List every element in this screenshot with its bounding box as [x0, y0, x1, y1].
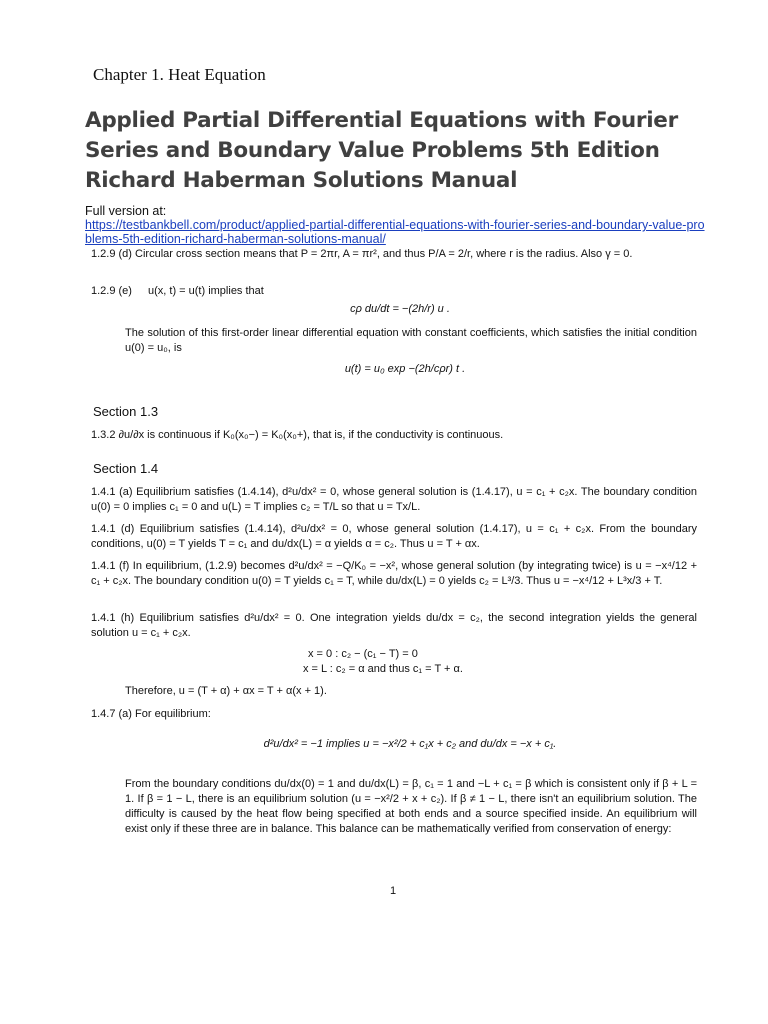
problem-1-4-1-d: 1.4.1 (d) Equilibrium satisfies (1.4.14), d²u/dx² = 0, whose general solution (1.4.17), u = c₁ + c₂x. From the boundary conditions, u(0) = T yields T = c₁ and du/dx(L) = α yields α = c₂. Thus u = T + αx. [91, 523, 697, 550]
equation-exp-solution: u(t) = u₀ exp −(2h/cρr) t . [344, 363, 466, 375]
page-number: 1 [390, 885, 397, 897]
equation-bc-xL: x = L : c₂ = α and thus c₁ = T + α. [303, 663, 463, 675]
document-title: Applied Partial Differential Equations with Fourier Series and Boundary Value Problems 5th Edition Richard Haberman Solutions Manual [85, 108, 678, 193]
chapter-heading: Chapter 1. Heat Equation [93, 65, 266, 84]
problem-1-3-2: 1.3.2 ∂u/∂x is continuous if K₀(x₀−) = K₀(x₀+), that is, if the conductivity is continuous. [91, 429, 504, 441]
problem-1-4-7-a-text: From the boundary conditions du/dx(0) = 1 and du/dx(L) = β, c₁ = 1 and −L + c₁ = β which is consistent only if β + L = 1. If β = 1 − L, there is an equilibrium solution (u = −x²/2 + x + c₂). If β ≠ 1 − L, there isn't an equilibrium solution. The difficulty is caused by the heat flow being specified at both ends and a source specified inside. An equilibrium will exist only if these three are in balance. This balance can be mathematically verified from conservation of energy: [125, 778, 697, 835]
full-version-label: Full version at: [85, 204, 167, 218]
problem-1-2-9-e-label: 1.2.9 (e) [91, 285, 132, 297]
problem-1-4-1-h: 1.4.1 (h) Equilibrium satisfies d²u/dx² = 0. One integration yields du/dx = c₂, the second integration yields the general solution u = c₁ + c₂x. [91, 612, 697, 639]
section-1-4-heading: Section 1.4 [93, 461, 159, 476]
equation-bc-x0: x = 0 : c₂ − (c₁ − T) = 0 [308, 648, 418, 660]
equation-energy: cρ du/dt = −(2h/r) u . [350, 303, 450, 315]
section-1-3-heading: Section 1.3 [93, 404, 159, 419]
problem-1-4-1-a: 1.4.1 (a) Equilibrium satisfies (1.4.14), d²u/dx² = 0, whose general solution is (1.4.17), u = c₁ + c₂x. The boundary condition u(0) = 0 implies c₁ = 0 and u(L) = T implies c₂ = T/L so that u = Tx/L. [91, 486, 697, 513]
equation-equilibrium: d²u/dx² = −1 implies u = −x²/2 + c₁x + c₂ and du/dx = −x + c₁. [263, 738, 557, 750]
problem-1-2-9-e-solution-text: The solution of this first-order linear differential equation with constant coefficients, which satisfies the initial condition u(0) = u₀, is [125, 327, 697, 354]
problem-1-4-7-a-label: 1.4.7 (a) For equilibrium: [91, 708, 211, 720]
full-version-link[interactable]: https://testbankbell.com/product/applied-partial-differential-equations-with-fourier-series-and-boundary-value-problems-5th-edition-richard-haberman-solutions-manual/ [85, 218, 705, 246]
problem-1-4-1-h-conclusion: Therefore, u = (T + α) + αx = T + α(x + 1). [125, 685, 327, 697]
problem-1-2-9-e-text: u(x, t) = u(t) implies that [148, 285, 264, 297]
problem-1-4-1-f: 1.4.1 (f) In equilibrium, (1.2.9) becomes d²u/dx² = −Q/K₀ = −x², whose general solution (by integrating twice) is u = −x⁴/12 + c₁ + c₂x. The boundary condition u(0) = T yields c₁ = T, while du/dx(L) = 0 yields c₂ = L³/3. Thus u = −x⁴/12 + L³x/3 + T. [91, 560, 697, 587]
problem-1-2-9-d: 1.2.9 (d) Circular cross section means that P = 2πr, A = πr², and thus P/A = 2/r, where r is the radius. Also γ = 0. [91, 248, 633, 260]
